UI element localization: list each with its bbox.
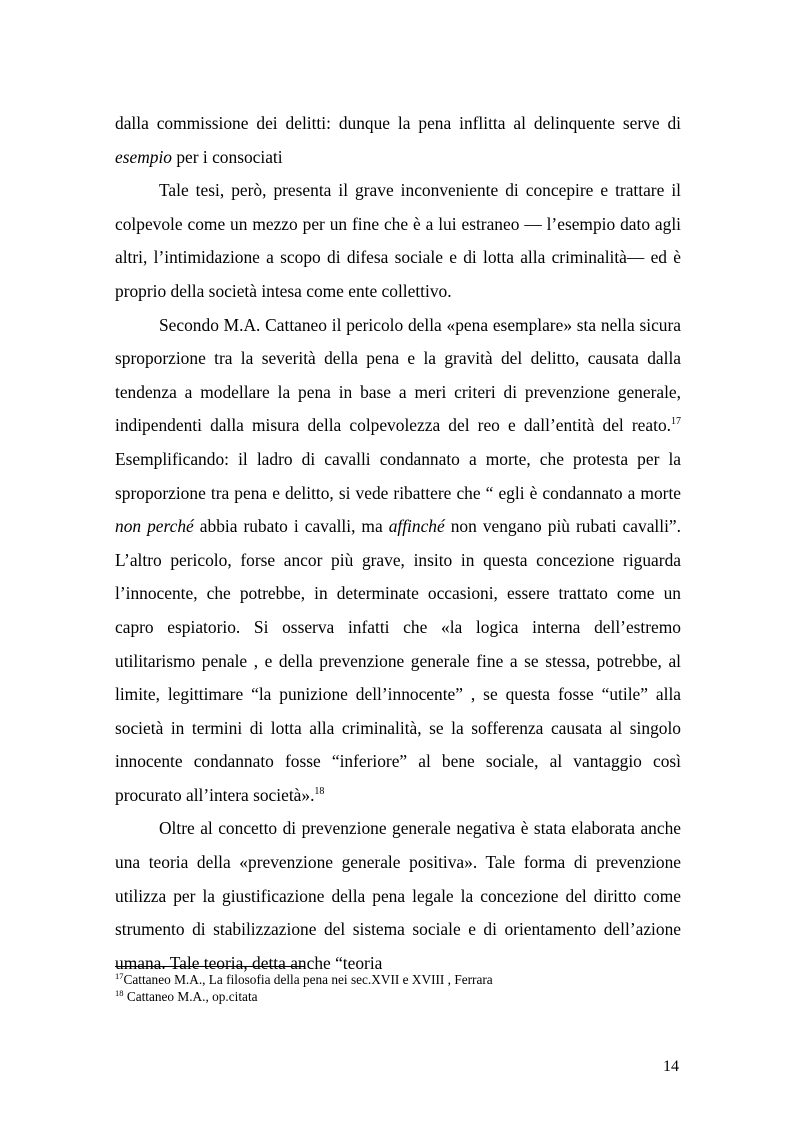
- footnotes: [115, 972, 681, 1005]
- italic-text: non perché: [115, 516, 194, 537]
- footnote-number: 17: [115, 971, 124, 981]
- page-number: 14: [663, 1058, 679, 1075]
- paragraph: [115, 812, 681, 980]
- footnote: [115, 972, 681, 989]
- paragraph: [115, 309, 681, 813]
- text-run: Esemplificando: il ladro di cavalli condannato a morte, che protesta per la sproporzione tra pena e delitto, si vede ribattere che “ egli è condannato a morte: [115, 448, 681, 503]
- footnote-reference: 17: [671, 416, 681, 428]
- text-run: abbia rubato i cavalli, ma: [193, 516, 389, 537]
- footnote-text: Cattaneo M.A., op.citata: [123, 988, 258, 1004]
- text-run: non vengano più rubati cavalli”. L’altro pericolo, forse ancor più grave, insito in questa concezione riguarda l’innocente, che potrebbe, in determinate occasioni, essere trattato come un capro espiatorio. Si osserva infatti che «la logica interna dell’estremo utilitarismo penale , e della prevenzione generale fine a se stessa, potrebbe, al limite, legittimare “la punizione dell’innocente” , se questa fosse “utile” alla società in termini di lotta alla criminalità, se la sofferenza causata al singolo innocente condannato fosse “inferiore” al bene sociale, al vantaggio così procurato all’intera società».: [115, 516, 681, 805]
- text-run: Tale tesi, però, presenta il grave inconveniente di concepire e trattare il colpevole come un mezzo per un fine che è a lui estraneo — l’esempio dato agli altri, l’intimidazione a scopo di difesa sociale e di lotta alla criminalità— ed è proprio della società intesa come ente collettivo.: [115, 180, 681, 301]
- footnote-text: Cattaneo M.A., La filosofia della pena nei sec.XVII e XVIII , Ferrara: [123, 972, 493, 987]
- footnote-number: 18: [115, 987, 124, 998]
- italic-text: esempio: [115, 146, 172, 167]
- italic-text: affinché: [388, 516, 445, 537]
- footnote-reference: 18: [314, 785, 325, 797]
- text-run: dalla commissione dei delitti: dunque la pena inflitta al delinquente serve di: [115, 113, 681, 133]
- text-run: per i consociati: [172, 146, 283, 167]
- footnote-separator: [115, 966, 305, 967]
- footnote: [115, 989, 681, 1006]
- paragraph: [115, 174, 681, 308]
- text-run: Oltre al concetto di prevenzione generale negativa è stata elaborata anche una teoria della «prevenzione generale positiva». Tale forma di prevenzione utilizza per la giustificazione della pena legale la concezione del diritto come strumento di stabilizzazione del sistema sociale e di orientamento dell’azione umana. Tale teoria, detta anche “teoria: [115, 818, 681, 973]
- paragraph: [115, 107, 681, 174]
- body-text: [115, 107, 681, 980]
- text-run: Secondo M.A. Cattaneo il pericolo della «pena esemplare» sta nella sicura sproporzione tra la severità della pena e la gravità del delitto, causata dalla tendenza a modellare la pena in base a meri criteri di prevenzione generale, indipendenti dalla misura della colpevolezza del reo e dall’entità del reato.: [115, 314, 681, 436]
